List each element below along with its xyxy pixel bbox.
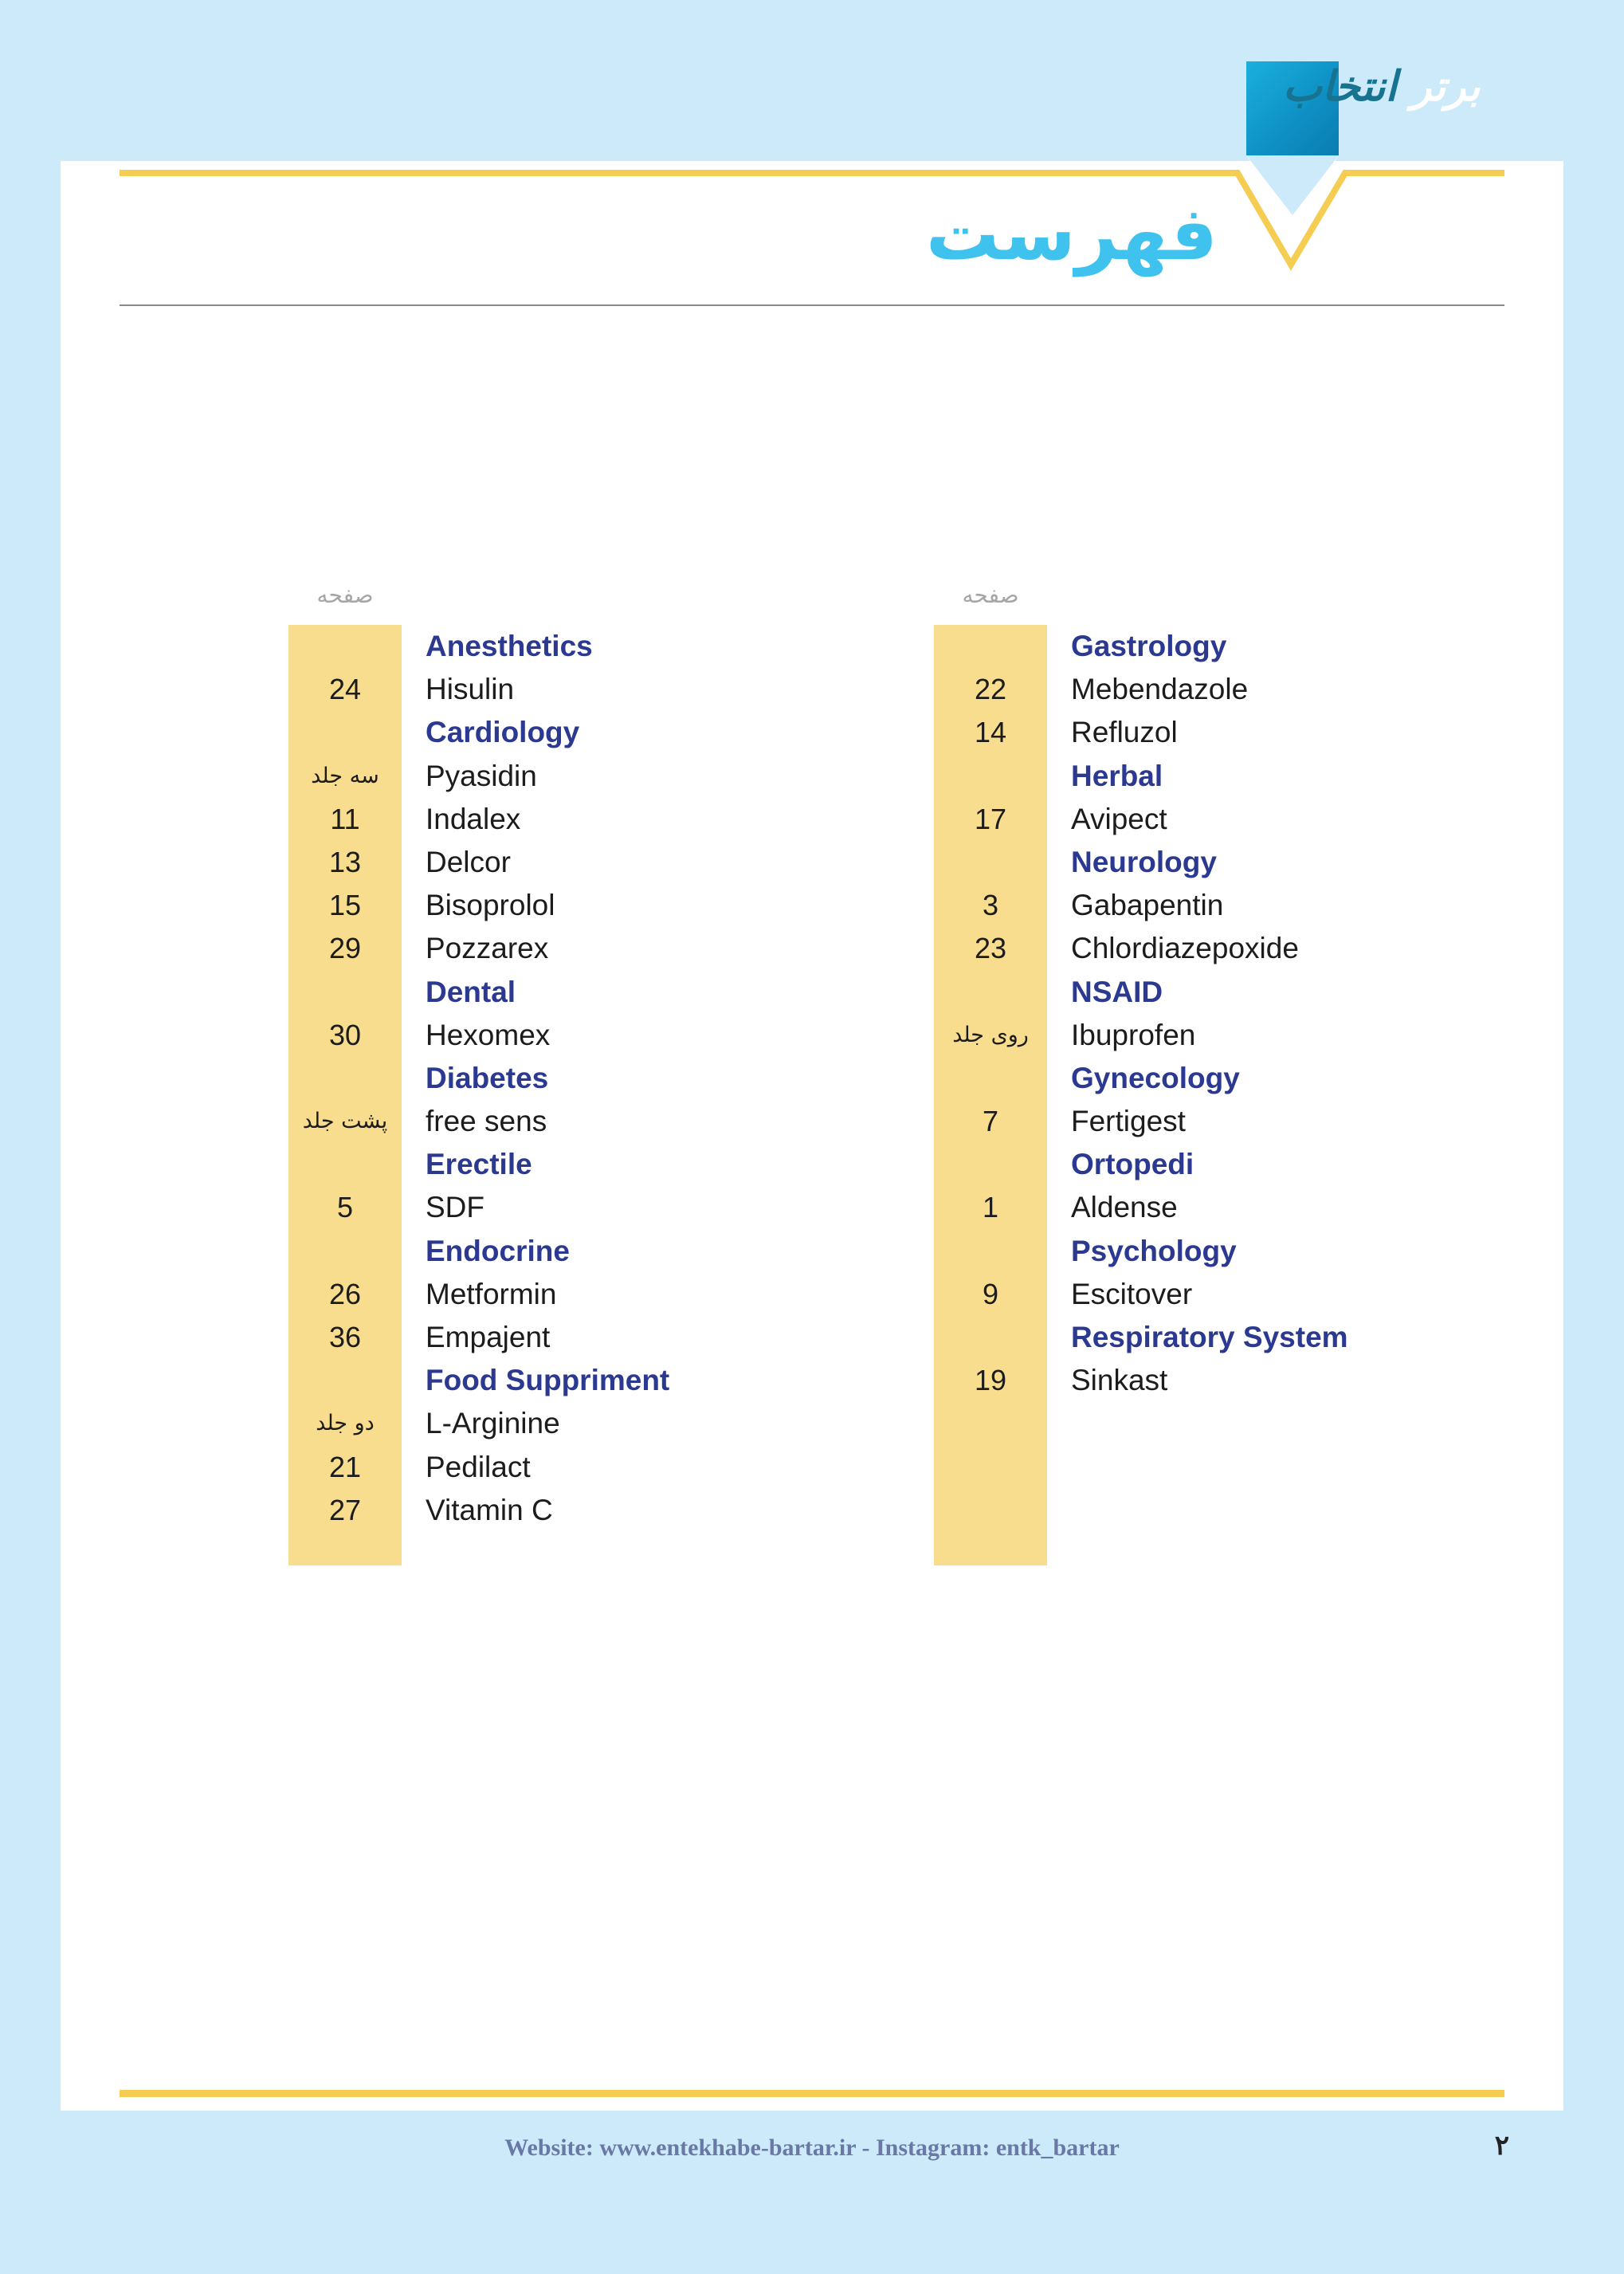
toc-page-number (934, 841, 1047, 884)
toc-page-number: 11 (330, 802, 360, 835)
toc-category-row (288, 1057, 1006, 1100)
toc-item-row (934, 1186, 1624, 1229)
toc-category-name: Gastrology (1071, 630, 1227, 662)
toc-category-row (934, 755, 1624, 798)
toc-category-row (934, 1230, 1624, 1273)
toc-page-number: دو جلد (316, 1411, 375, 1436)
page-number: ۲ (1494, 2130, 1509, 2162)
toc-item-name: Vitamin C (426, 1493, 553, 1526)
toc-page-number: 30 (328, 1018, 362, 1051)
toc-item-row (934, 1100, 1624, 1143)
toc-item-name: Pedilact (426, 1450, 531, 1483)
toc-item-name: Ibuprofen (1071, 1018, 1196, 1051)
toc-item-row (934, 927, 1624, 970)
toc-page-number (288, 1230, 402, 1273)
toc-item-name: Metformin (426, 1277, 557, 1310)
toc-page-number (288, 1359, 402, 1402)
toc-category-name: Anesthetics (426, 630, 593, 662)
toc-item-row (288, 755, 1006, 798)
toc-category-name: Ortopedi (1071, 1148, 1194, 1181)
toc-item-row (288, 1402, 1006, 1445)
toc-item-name: Empajent (426, 1321, 551, 1353)
toc-item-row (288, 1186, 1006, 1229)
toc-page-number (934, 625, 1047, 668)
toc-page-number: 23 (974, 932, 1007, 965)
toc-page-number: 19 (974, 1364, 1007, 1397)
toc-page-number: 21 (328, 1450, 362, 1483)
toc-item-name: SDF (426, 1191, 484, 1224)
toc-item-name: Hisulin (426, 673, 515, 706)
toc-page-number (934, 1057, 1047, 1100)
toc-category-name: Diabetes (426, 1061, 549, 1094)
toc-page-number: 17 (974, 802, 1007, 835)
toc-item-row (934, 798, 1624, 841)
toc-item-row (288, 1273, 1006, 1316)
toc-item-name: Aldense (1071, 1191, 1178, 1224)
logo-word-2: انتخاب (1283, 62, 1397, 111)
toc-item-name: Avipect (1071, 802, 1167, 835)
toc-item-row (288, 1100, 1006, 1143)
toc-item-name: free sens (426, 1105, 547, 1138)
toc-rows-left (288, 625, 1006, 1532)
toc-page-number (934, 755, 1047, 798)
toc-category-row (288, 971, 1006, 1014)
header-decoration (0, 0, 1624, 319)
toc-page-number: 29 (328, 932, 362, 965)
logo-word-1: برتر (1411, 62, 1481, 111)
toc-item-name: Sinkast (1071, 1364, 1168, 1397)
page-column-header: صفحه (962, 582, 1019, 608)
toc-item-name: Hexomex (426, 1018, 551, 1051)
toc-item-row (934, 1273, 1624, 1316)
toc-category-name: Herbal (1071, 759, 1163, 792)
toc-item-name: Refluzol (1071, 716, 1178, 749)
toc-category-name: Gynecology (1071, 1061, 1240, 1094)
toc-item-row (288, 1014, 1006, 1057)
toc-page-number (288, 1143, 402, 1186)
toc-category-name: Erectile (426, 1148, 532, 1181)
toc-category-name: Food Suppriment (426, 1364, 670, 1397)
toc-page-number (288, 625, 402, 668)
page-title: فهرست (925, 191, 1218, 277)
toc-category-row (288, 1143, 1006, 1186)
toc-category-name: Psychology (1071, 1234, 1237, 1267)
toc-page-number: 7 (982, 1105, 999, 1138)
toc-item-name: Mebendazole (1071, 673, 1249, 706)
footer-divider (120, 2090, 1504, 2097)
toc-category-name: Dental (426, 975, 516, 1008)
toc-rows-right (934, 625, 1624, 1402)
toc-page-number (288, 711, 402, 754)
toc-item-row (288, 927, 1006, 970)
toc-page-number (934, 1143, 1047, 1186)
toc-category-name: Respiratory System (1071, 1321, 1348, 1353)
toc-item-row (934, 1359, 1624, 1402)
toc-category-name: Endocrine (426, 1234, 570, 1267)
toc-page-number: 15 (328, 889, 362, 922)
toc-category-row (934, 971, 1624, 1014)
toc-category-row (288, 625, 1006, 668)
toc-item-row (288, 668, 1006, 711)
toc-page-number: سه جلد (311, 763, 379, 788)
toc-category-name: NSAID (1071, 975, 1163, 1008)
page-column-header: صفحه (316, 582, 374, 608)
toc-page-number: 26 (328, 1277, 362, 1310)
toc-item-name: Escitover (1071, 1277, 1193, 1310)
toc-item-name: L-Arginine (426, 1407, 560, 1440)
toc-item-row (288, 1446, 1006, 1489)
toc-category-row (934, 1057, 1624, 1100)
toc-page-number (288, 1057, 402, 1100)
toc-page-number (934, 1316, 1047, 1359)
toc-page-number: 9 (982, 1277, 999, 1310)
toc-item-name: Gabapentin (1071, 889, 1224, 922)
toc-category-name: Neurology (1071, 845, 1217, 878)
toc-page-number: 14 (974, 716, 1007, 749)
toc-item-row (934, 668, 1624, 711)
toc-item-row (934, 1014, 1624, 1057)
toc-page-number: 13 (328, 845, 362, 878)
toc-page-number: 27 (328, 1493, 362, 1526)
toc-item-name: Bisoprolol (426, 889, 555, 922)
toc-item-row (288, 841, 1006, 884)
toc-item-name: Chlordiazepoxide (1071, 932, 1299, 965)
toc-page-number: 22 (974, 673, 1007, 706)
toc-category-row (934, 625, 1624, 668)
toc-page-number: 5 (336, 1191, 354, 1224)
toc-page-number (288, 971, 402, 1014)
toc-item-name: Delcor (426, 845, 511, 878)
toc-item-row (934, 711, 1624, 754)
toc-category-row (288, 1359, 1006, 1402)
toc-item-row (934, 884, 1624, 927)
toc-item-row (288, 1489, 1006, 1532)
toc-page-number (934, 1230, 1047, 1273)
toc-item-row (288, 884, 1006, 927)
toc-page-number: 1 (982, 1191, 999, 1224)
toc-category-name: Cardiology (426, 716, 580, 749)
toc-item-row (288, 1316, 1006, 1359)
toc-category-row (934, 841, 1624, 884)
brand-logo (1283, 62, 1480, 111)
toc-category-row (288, 711, 1006, 754)
toc-category-row (934, 1316, 1624, 1359)
toc-page-number: 3 (982, 889, 999, 922)
toc-page-number (934, 971, 1047, 1014)
toc-item-row (288, 798, 1006, 841)
toc-page-number: 24 (328, 673, 362, 706)
toc-item-name: Fertigest (1071, 1105, 1186, 1138)
toc-category-row (288, 1230, 1006, 1273)
toc-item-name: Pyasidin (426, 759, 537, 792)
toc-item-name: Indalex (426, 802, 521, 835)
toc-page-number: 36 (328, 1321, 362, 1353)
toc-item-name: Pozzarex (426, 932, 549, 965)
toc-page-number: روی جلد (952, 1022, 1029, 1047)
toc-category-row (934, 1143, 1624, 1186)
title-divider (120, 304, 1504, 306)
toc-page-number: پشت جلد (302, 1109, 388, 1134)
footer-contact: Website: www.entekhabe-bartar.ir - Instagram: entk_bartar (504, 2135, 1120, 2161)
